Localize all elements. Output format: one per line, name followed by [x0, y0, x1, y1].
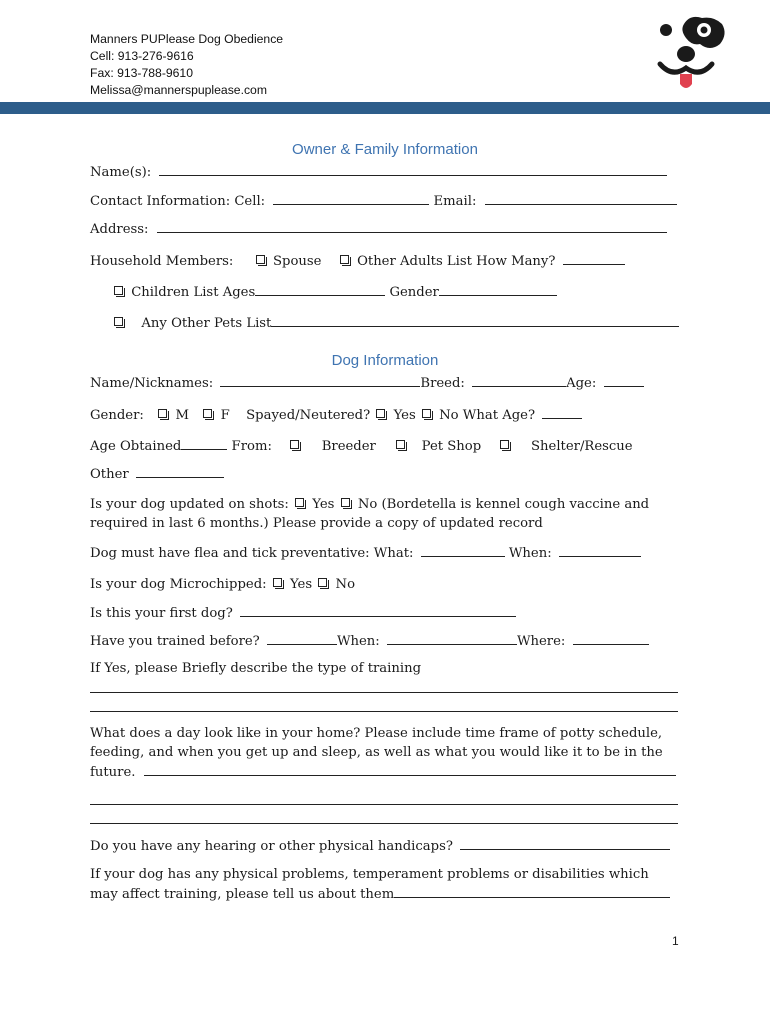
- names-label: Name(s):: [90, 165, 152, 180]
- other-pets-checkbox[interactable]: [114, 317, 123, 326]
- trained-where-field[interactable]: [573, 631, 649, 645]
- chip-no-checkbox[interactable]: [318, 578, 327, 587]
- male-label: M: [175, 408, 189, 423]
- from-label: From:: [231, 439, 272, 454]
- trained-when-field[interactable]: [387, 631, 517, 645]
- children-ages-field[interactable]: [255, 282, 385, 296]
- chip-no-label: No: [335, 577, 356, 592]
- dog-section-title: Dog Information: [331, 352, 439, 369]
- breed-label: Breed:: [420, 376, 465, 391]
- business-header: [90, 31, 283, 99]
- email-field[interactable]: [485, 191, 677, 205]
- breed-field[interactable]: [472, 373, 566, 387]
- household-row: [90, 251, 690, 271]
- age-obtained-field[interactable]: [181, 436, 227, 450]
- gender-label: Gender:: [90, 408, 144, 423]
- shelter-label: Shelter/Rescue: [530, 439, 633, 454]
- shots-row: [90, 495, 678, 533]
- other-label: Other: [90, 467, 129, 482]
- names-field[interactable]: [159, 162, 667, 176]
- flea-when-field[interactable]: [559, 543, 641, 557]
- age-field[interactable]: [604, 373, 644, 387]
- problems-question: If your dog has any physical problems, temperament problems or disabilities which may affect training, please tell us about them: [90, 867, 649, 902]
- training-line-1[interactable]: [90, 692, 678, 693]
- male-checkbox[interactable]: [158, 409, 167, 418]
- flea-question: Dog must have flea and tick preventative: What:: [90, 546, 414, 561]
- problems-row: [90, 865, 678, 904]
- dog-name-label: Name/Nicknames:: [90, 376, 214, 391]
- flea-when-label: When:: [508, 546, 552, 561]
- other-adults-label: Other Adults List How Many?: [357, 254, 556, 269]
- trained-question: Have you trained before?: [90, 634, 260, 649]
- spayed-no-label: No What Age?: [439, 408, 536, 423]
- other-source-field[interactable]: [136, 464, 224, 478]
- contact-row: [90, 191, 690, 211]
- microchip-row: [90, 576, 690, 594]
- spouse-checkbox[interactable]: [256, 255, 265, 264]
- first-dog-field[interactable]: [240, 603, 516, 617]
- pet-shop-label: Pet Shop: [421, 439, 482, 454]
- trained-field[interactable]: [267, 631, 337, 645]
- trained-when-label: When:: [336, 634, 380, 649]
- company-name: Manners PUPlease Dog Obedience: [90, 32, 284, 46]
- day-answer-field[interactable]: [144, 762, 676, 776]
- other-source-row: [90, 464, 690, 484]
- female-checkbox[interactable]: [203, 409, 212, 418]
- day-line-1[interactable]: [90, 804, 678, 805]
- flea-what-field[interactable]: [421, 543, 505, 557]
- age-obtained-label: Age Obtained: [90, 439, 182, 454]
- spayed-no-checkbox[interactable]: [422, 409, 431, 418]
- training-line-2[interactable]: [90, 711, 678, 712]
- page-number: 1: [672, 934, 679, 948]
- training-desc-label: If Yes, please Briefly describe the type of training: [90, 661, 422, 676]
- names-row: [90, 162, 690, 182]
- shelter-checkbox[interactable]: [500, 440, 509, 449]
- other-adults-checkbox[interactable]: [340, 255, 349, 264]
- handicap-question: Do you have any hearing or other physical handicaps?: [90, 839, 453, 854]
- obtained-row: [90, 436, 690, 456]
- children-label: Children List Ages: [131, 285, 256, 300]
- children-checkbox[interactable]: [114, 286, 123, 295]
- email-address: Melissa@mannerspuplease.com: [90, 83, 267, 97]
- day-question: What does a day look like in your home? Please include time frame of potty schedule, feeding, and when you get up and sleep, as well as what you would like it to be in the future.: [90, 726, 663, 780]
- training-desc-row: [90, 660, 690, 678]
- female-label: F: [220, 408, 230, 423]
- cell-number: Cell: 913-276-9616: [90, 49, 194, 63]
- gender-label: Gender: [389, 285, 439, 300]
- chip-yes-checkbox[interactable]: [273, 578, 282, 587]
- first-dog-question: Is this your first dog?: [90, 606, 233, 621]
- shots-no-checkbox[interactable]: [341, 498, 350, 507]
- trained-row: [90, 631, 690, 651]
- spayed-label: Spayed/Neutered?: [246, 408, 371, 423]
- other-adults-field[interactable]: [563, 251, 625, 265]
- spouse-label: Spouse: [272, 254, 322, 269]
- address-label: Address:: [90, 222, 149, 237]
- children-gender-field[interactable]: [439, 282, 557, 296]
- dog-name-field[interactable]: [220, 373, 420, 387]
- trained-where-label: Where:: [516, 634, 566, 649]
- spayed-yes-label: Yes: [393, 408, 416, 423]
- other-pets-field[interactable]: [271, 313, 679, 327]
- age-label: Age:: [566, 376, 597, 391]
- spayed-yes-checkbox[interactable]: [376, 409, 385, 418]
- breeder-label: Breeder: [321, 439, 376, 454]
- handicap-field[interactable]: [460, 836, 670, 850]
- day-question-row: [90, 724, 678, 782]
- address-field[interactable]: [157, 219, 667, 233]
- contact-label: Contact Information: Cell:: [90, 194, 266, 209]
- children-row: [112, 282, 712, 302]
- email-label: Email:: [433, 194, 477, 209]
- dog-face-logo-icon: [652, 12, 728, 96]
- day-line-2[interactable]: [90, 823, 678, 824]
- header-accent-bar: [0, 102, 770, 114]
- chip-yes-label: Yes: [290, 577, 313, 592]
- dog-name-row: [90, 373, 690, 393]
- gender-row: [90, 405, 690, 425]
- microchip-question: Is your dog Microchipped:: [90, 577, 267, 592]
- address-row: [90, 219, 690, 239]
- flea-row: [90, 543, 690, 563]
- fax-number: Fax: 913-788-9610: [90, 66, 193, 80]
- shots-note: No (Bordetella is kennel cough vaccine and required in last 6 months.) Please provide a copy of updated record: [90, 497, 650, 531]
- cell-field[interactable]: [273, 191, 429, 205]
- handicap-row: [90, 836, 690, 856]
- first-dog-row: [90, 603, 690, 623]
- other-pets-label: Any Other Pets List: [141, 316, 272, 331]
- problems-field[interactable]: [394, 884, 670, 898]
- pet-shop-checkbox[interactable]: [396, 440, 405, 449]
- shots-yes-label: Yes: [312, 497, 335, 512]
- shots-question: Is your dog updated on shots:: [90, 497, 289, 512]
- breeder-checkbox[interactable]: [290, 440, 299, 449]
- spay-age-field[interactable]: [542, 405, 582, 419]
- household-label: Household Members:: [90, 254, 234, 269]
- shots-yes-checkbox[interactable]: [295, 498, 304, 507]
- owner-section-title: Owner & Family Information: [292, 141, 478, 158]
- other-pets-row: [112, 313, 712, 333]
